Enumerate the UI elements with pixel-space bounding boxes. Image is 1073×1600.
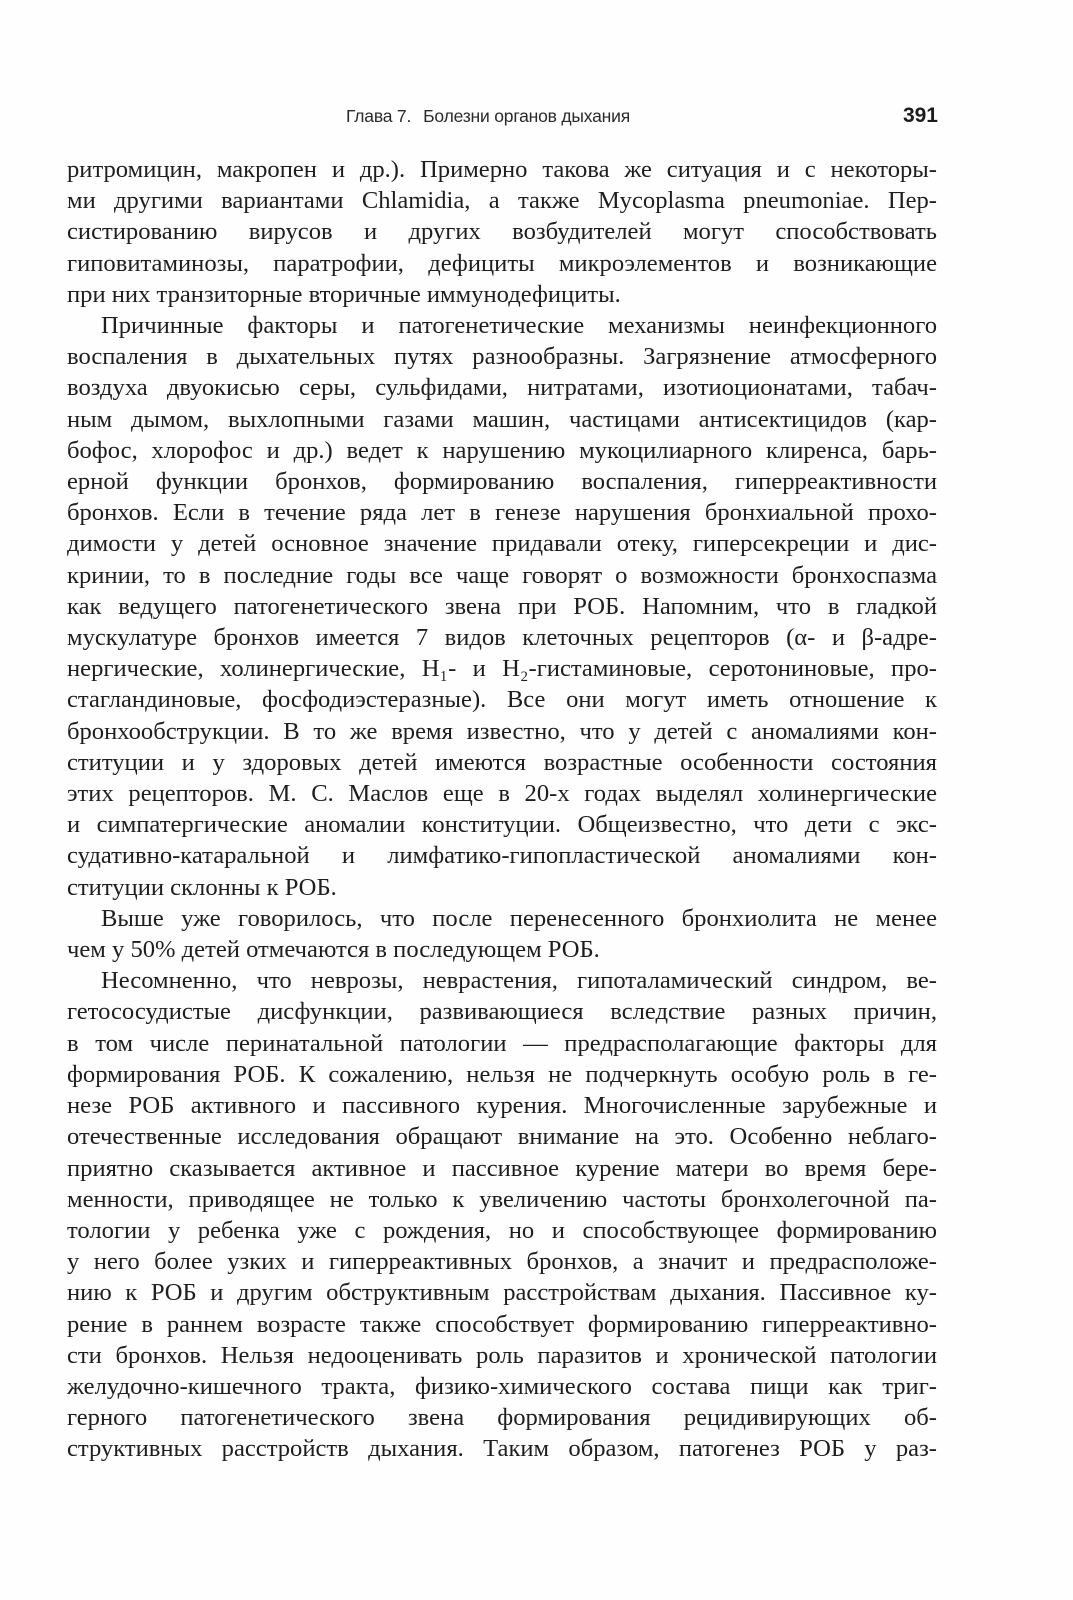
text-line: сти бронхов. Нельзя недооценивать роль паразитов и хронической патологии: [67, 1341, 937, 1369]
text-line: кринии, то в последние годы все чаще говорят о возможности бронхоспазма: [67, 561, 937, 589]
text-line: ституции и у здоровых детей имеются возрастные особенности состояния: [67, 748, 937, 776]
text-line: менности, приводящее не только к увеличению частоты бронхолегочной па-: [67, 1185, 937, 1213]
chapter-name: Болезни органов дыхания: [423, 106, 631, 126]
text-line: в том числе перинатальной патологии — предрасполагающие факторы для: [67, 1029, 937, 1057]
text-line: судативно-катаральной и лимфатико-гипопластической аномалиями кон-: [67, 842, 937, 870]
text-line: при них транзиторные вторичные иммунодефициты.: [67, 280, 621, 308]
text-line: гиповитаминозы, паратрофии, дефициты микроэлементов и возникающие: [67, 249, 937, 277]
text-line: как ведущего патогенетического звена при РОБ. Напомним, что в гладкой: [67, 592, 937, 620]
text-line: рение в раннем возрасте также способствует формированию гиперреактивно-: [67, 1310, 937, 1338]
text-line: гетососудистые дисфункции, развивающиеся вследствие разных причин,: [67, 998, 937, 1026]
text-line: ерной функции бронхов, формированию воспаления, гиперреактивности: [67, 468, 937, 496]
paragraph-4: [67, 965, 937, 1464]
text-line: ми другими вариантами Chlamidia, а также Mycoplasma pneumoniae. Пер-: [67, 187, 937, 215]
text-line: ным дымом, выхлопными газами машин, частицами антисектицидов (кар-: [67, 405, 937, 433]
text-line: воздуха двуокисью серы, сульфидами, нитратами, изотиоционатами, табач-: [67, 374, 937, 402]
text-line: чем у 50% детей отмечаются в последующем РОБ.: [67, 936, 600, 964]
text-line: желудочно-кишечного тракта, физико-химического состава пищи как триг-: [67, 1372, 937, 1400]
text-line: систированию вирусов и других возбудителей могут способствовать: [67, 218, 937, 246]
text-line: стагландиновые, фосфодиэстеразные). Все они могут иметь отношение к: [67, 686, 937, 714]
text-line: димости у детей основное значение придавали отеку, гиперсекреции и дис-: [67, 530, 937, 558]
text-line: приятно сказывается активное и пассивное курение матери во время бере-: [67, 1154, 937, 1182]
text-line: герного патогенетического звена формирования рецидивирующих об-: [67, 1404, 937, 1432]
page-number: 391: [902, 104, 938, 127]
text-line: у него более узких и гиперреактивных бронхов, а значит и предрасположе-: [67, 1248, 937, 1276]
text-line: мускулатуре бронхов имеется 7 видов клеточных рецепторов (α- и β-адре-: [67, 624, 937, 652]
text-line: Несомненно, что неврозы, неврастения, гипоталамический синдром, ве-: [101, 967, 937, 995]
body-text: [67, 154, 937, 1465]
text-line: бронхообструкции. В то же время известно, что у детей с аномалиями кон-: [67, 717, 937, 745]
chapter-label: Глава 7.: [346, 106, 412, 126]
text-line: Выше уже говорилось, что после перенесенного бронхиолита не менее: [101, 904, 937, 932]
text-line: бронхов. Если в течение ряда лет в генезе нарушения бронхиальной прохо-: [67, 499, 937, 527]
text-line: Причинные факторы и патогенетические механизмы неинфекционного: [101, 312, 937, 340]
text-line: отечественные исследования обращают внимание на это. Особенно неблаго-: [67, 1123, 937, 1151]
text-line: ституции склонны к РОБ.: [67, 873, 337, 901]
text-line: нию к РОБ и другим обструктивным расстройствам дыхания. Пассивное ку-: [67, 1279, 937, 1307]
text-line: и симпатергические аномалии конституции. Общеизвестно, что дети с экс-: [67, 811, 937, 839]
text-line: воспаления в дыхательных путях разнообразны. Загрязнение атмосферного: [67, 343, 937, 371]
paragraph-2: [67, 310, 937, 903]
running-head: [62, 104, 942, 134]
text-line: бофос, хлорофос и др.) ведет к нарушению мукоцилиарного клиренса, барь-: [67, 436, 937, 464]
text-line: структивных расстройств дыхания. Таким образом, патогенез РОБ у раз-: [67, 1435, 937, 1463]
text-line: формирования РОБ. К сожалению, нельзя не подчеркнуть особую роль в ге-: [67, 1060, 937, 1088]
text-line: этих рецепторов. М. С. Маслов еще в 20-х годах выделял холинергические: [67, 780, 937, 808]
paragraph-1: [67, 154, 937, 310]
text-line: нергические, холинергические, H₁- и H₂-гистаминовые, серотониновые, про-: [67, 655, 937, 683]
chapter-title: [346, 106, 630, 127]
text-line: ритромицин, макропен и др.). Примерно такова же ситуация и с некоторы-: [67, 156, 937, 183]
text-line: незе РОБ активного и пассивного курения. Многочисленные зарубежные и: [67, 1092, 937, 1120]
text-line: тологии у ребенка уже с рождения, но и способствующее формированию: [67, 1216, 937, 1244]
paragraph-3: [67, 903, 937, 965]
